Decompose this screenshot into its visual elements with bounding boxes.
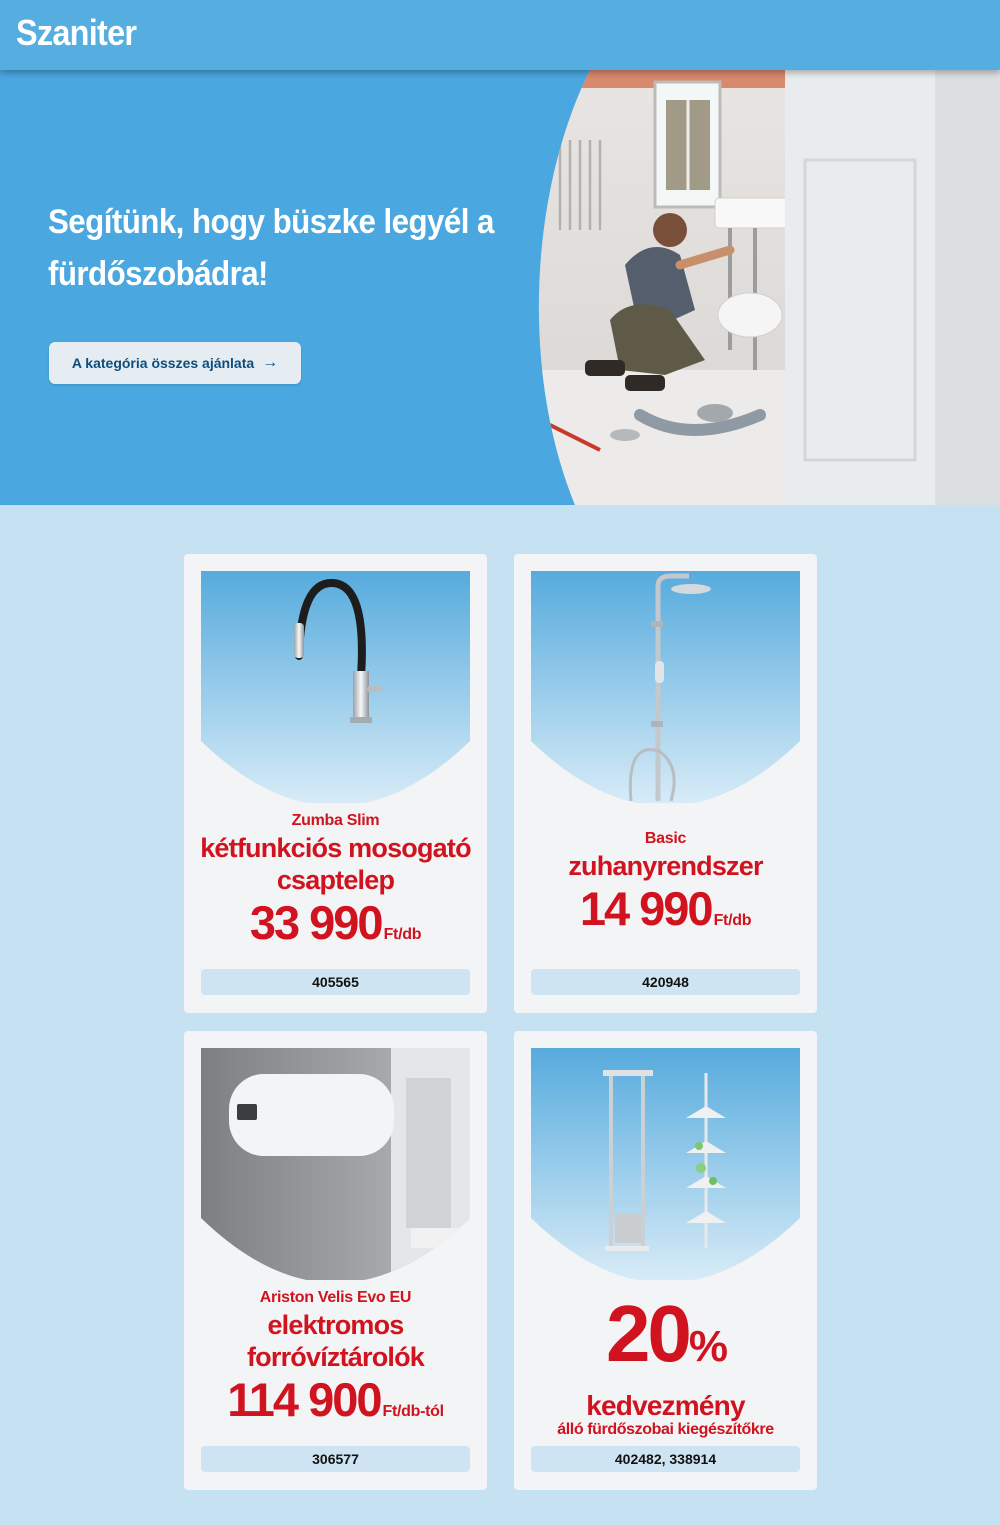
product-price-unit: Ft/db (383, 926, 422, 943)
hero-banner (0, 70, 1000, 505)
product-brand: Basic (644, 830, 687, 847)
product-card-faucet[interactable] (184, 554, 487, 1013)
product-brand: Ariston Velis Evo EU (259, 1289, 412, 1306)
product-card-shower[interactable] (514, 554, 817, 1013)
discount-label: kedvezmény (586, 1390, 745, 1421)
product-code: 405565 (201, 969, 470, 995)
shower-system-image (531, 571, 800, 803)
product-brand: Zumba Slim (291, 812, 380, 829)
product-name-line1: zuhanyrendszer (568, 851, 763, 881)
product-name-line2: csaptelep (276, 865, 395, 895)
product-code: 306577 (201, 1446, 470, 1472)
product-price: 14 990 (579, 882, 712, 935)
product-price: 33 990 (249, 896, 382, 949)
plumber-repairing-sink-photo (530, 70, 1000, 505)
product-price-unit: Ft/db (713, 912, 752, 929)
faucet-image (201, 571, 470, 803)
water-heater-image (201, 1048, 470, 1280)
category-title: Szaniter (16, 12, 137, 53)
product-price: 114 900 (227, 1373, 381, 1426)
percent-sign: % (688, 1322, 726, 1371)
product-price-unit: Ft/db-tól (382, 1403, 444, 1420)
product-name-line1: kétfunkciós mosogató (200, 833, 471, 863)
product-name-line2: forróvíztárolók (246, 1342, 425, 1372)
product-code: 420948 (531, 969, 800, 995)
product-card-bathroom-accessories[interactable] (514, 1031, 817, 1490)
discount-percent: 20 (605, 1289, 689, 1378)
discount-subtitle: álló fürdőszobai kiegészítőkre (557, 1421, 774, 1438)
all-offers-button-label: A kategória összes ajánlata (71, 355, 255, 371)
arrow-right-icon: → (262, 354, 279, 371)
all-offers-button[interactable] (49, 342, 301, 384)
product-card-water-heater[interactable] (184, 1031, 487, 1490)
category-header (0, 0, 1000, 70)
product-name-line1: elektromos (267, 1310, 404, 1340)
bathroom-accessories-image (531, 1048, 800, 1280)
product-code: 402482, 338914 (531, 1446, 800, 1472)
hero-title: Segítünk, hogy büszke legyél a fürdőszobádra! (48, 203, 494, 293)
